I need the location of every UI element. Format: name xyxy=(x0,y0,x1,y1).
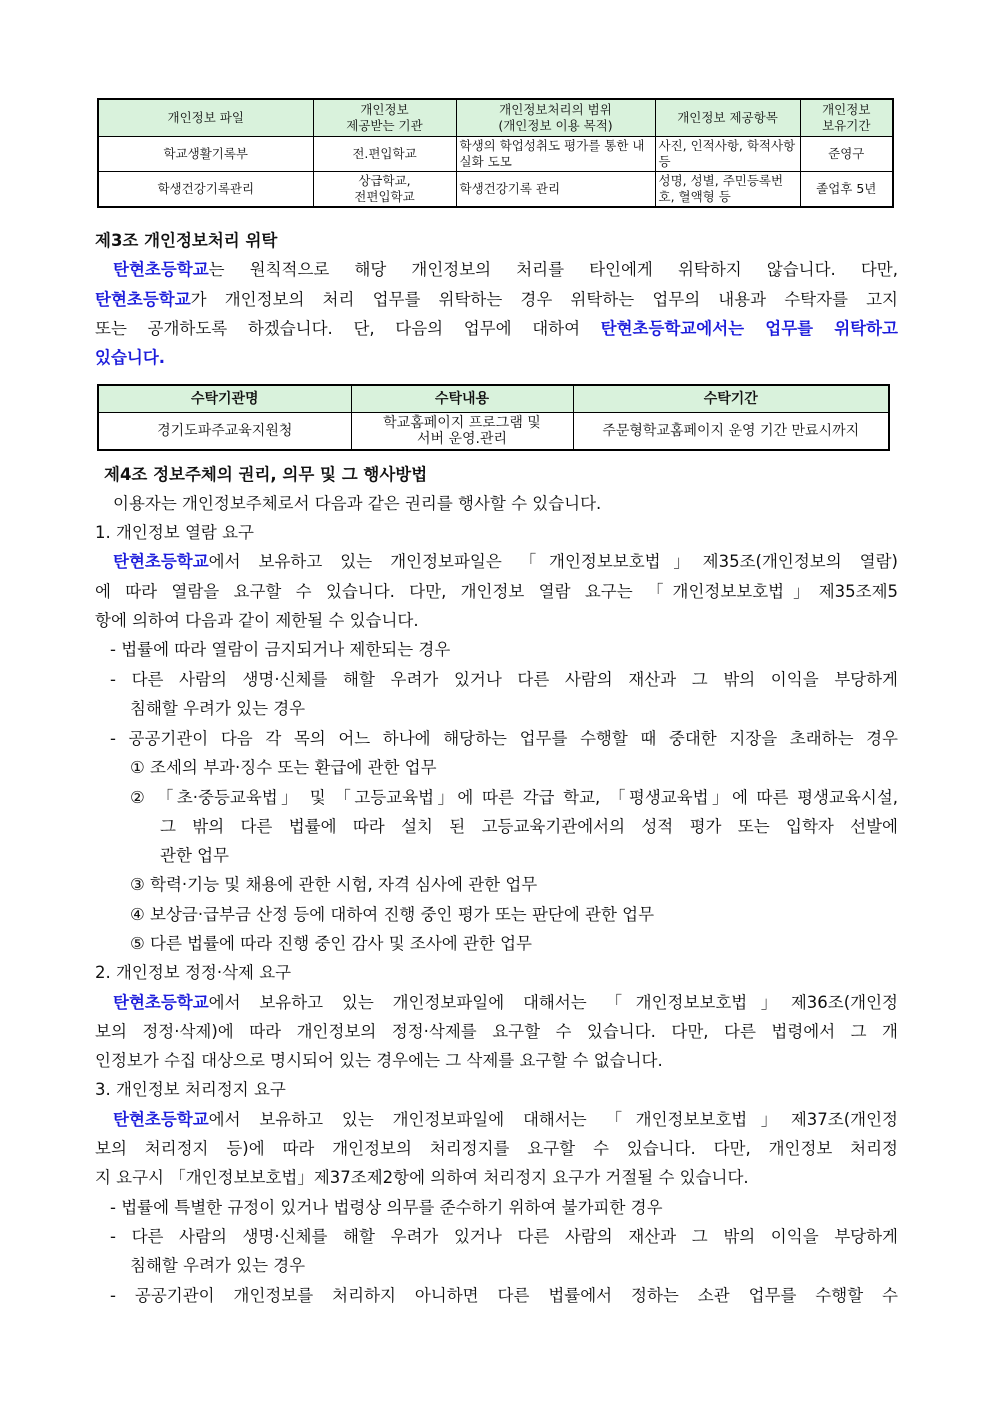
table-row xyxy=(98,413,889,451)
personal-info-file-table xyxy=(97,98,894,208)
section-4-title: 제4조 정보주체의 권리, 의무 및 그 행사방법 xyxy=(104,465,428,484)
paragraph-line xyxy=(95,551,898,573)
list-item-cont: 관한 업무 xyxy=(160,846,230,865)
paragraph-line: 보의 처리정지 등)에 따라 개인정보의 처리정지를 요구할 수 있습니다. 다만, 개인정보 처리정 xyxy=(95,1139,898,1158)
paragraph-line: 에 따라 열람을 요구할 수 있습니다. 다만, 개인정보 열람 요구는 「개인정보보호법」제35조제5 xyxy=(95,582,898,601)
table-cell: 성명, 성별, 주민등록번호, 혈액형 등 xyxy=(655,172,800,208)
table-header-row xyxy=(98,385,889,413)
table-row xyxy=(98,172,893,208)
table-cell: 학교홈페이지 프로그램 및 서버 운영.관리 xyxy=(351,413,573,451)
list-item-cont: 침해할 우려가 있는 경우 xyxy=(130,699,306,718)
school-name: 탄현초등학교 xyxy=(113,1110,209,1129)
paragraph-line: 보의 정정·삭제)에 따라 개인정보의 정정·삭제를 요구할 수 있습니다. 다만, 다른 법령에서 그 개 xyxy=(95,1022,898,1041)
list-item: - 다른 사람의 생명·신체를 해할 우려가 있거나 다른 사람의 재산과 그 밖의 이익을 부당하게 xyxy=(110,1227,898,1246)
paragraph-line: 지 요구시 「개인정보보호법」제37조제2항에 의하여 처리정지 요구가 거절될 수 있습니다. xyxy=(95,1168,749,1187)
subsection-title: 1. 개인정보 열람 요구 xyxy=(95,523,254,542)
text-span: 는 원칙적으로 해당 개인정보의 처리를 타인에게 위탁하지 않습니다. 다만, xyxy=(208,260,898,279)
list-item: - 다른 사람의 생명·신체를 해할 우려가 있거나 다른 사람의 재산과 그 밖의 이익을 부당하게 xyxy=(110,670,898,689)
text-span: 에서 보유하고 있는 개인정보파일은 「개인정보보호법」제35조(개인정보의 열람) xyxy=(208,552,898,571)
paragraph-line: 이용자는 개인정보주체로서 다음과 같은 권리를 행사할 수 있습니다. xyxy=(113,494,602,513)
table-header-cell: 개인정보 제공받는 기관 xyxy=(313,99,456,137)
school-name: 탄현초등학교 xyxy=(113,260,209,279)
table-row xyxy=(98,137,893,172)
school-name: 탄현초등학교 xyxy=(113,552,209,571)
consignment-table xyxy=(97,384,890,451)
table-header-row xyxy=(98,99,893,137)
table-header-cell: 개인정보 보유기간 xyxy=(800,99,893,137)
list-item: ① 조세의 부과·징수 또는 환급에 관한 업무 xyxy=(130,758,437,777)
table-cell: 준영구 xyxy=(800,137,893,172)
list-item-cont: 그 밖의 다른 법률에 따라 설치 된 고등교육기관에서의 성적 평가 또는 입학자 선발에 xyxy=(160,817,898,836)
table-cell: 학교생활기록부 xyxy=(98,137,313,172)
list-item: - 법률에 특별한 규정이 있거나 법령상 의무를 준수하기 위하여 불가피한 경우 xyxy=(110,1198,663,1217)
paragraph-line xyxy=(95,1109,898,1131)
text-span: 에서 보유하고 있는 개인정보파일에 대해서는 「개인정보보호법」제36조(개인정 xyxy=(208,993,898,1012)
subsection-title: 3. 개인정보 처리정지 요구 xyxy=(95,1080,286,1099)
table-cell: 사진, 인적사항, 학적사항 등 xyxy=(655,137,800,172)
table-header-cell: 개인정보 제공항목 xyxy=(655,99,800,137)
table-header-cell: 개인정보 파일 xyxy=(98,99,313,137)
text-span: 가 개인정보의 처리 업무를 위탁하는 경우 위탁하는 업무의 내용과 수탁자를 고지 xyxy=(190,290,898,309)
paragraph-line: 인정보가 수집 대상으로 명시되어 있는 경우에는 그 삭제를 요구할 수 없습니다. xyxy=(95,1051,663,1070)
table-cell: 전.편입학교 xyxy=(313,137,456,172)
school-name: 탄현초등학교 xyxy=(113,993,209,1012)
list-item: ⑤ 다른 법률에 따라 진행 중인 감사 및 조사에 관한 업무 xyxy=(130,934,532,953)
table-header-cell: 수탁내용 xyxy=(351,385,573,413)
paragraph-line: 있습니다. xyxy=(95,348,166,367)
paragraph-line xyxy=(95,289,898,311)
table-cell: 주문형학교홈페이지 운영 기간 만료시까지 xyxy=(573,413,889,451)
list-item: - 공공기관이 개인정보를 처리하지 아니하면 다른 법률에서 정하는 소관 업무를 수행할 수 xyxy=(110,1286,898,1305)
text-span: 에서 보유하고 있는 개인정보파일에 대해서는 「개인정보보호법」제37조(개인정 xyxy=(208,1110,898,1129)
text-span: 또는 공개하도록 하겠습니다. 단, 다음의 업무에 대하여 xyxy=(95,319,601,338)
table-cell: 상급학교, 전편입학교 xyxy=(313,172,456,208)
list-item: - 공공기관이 다음 각 목의 어느 하나에 해당하는 업무를 수행할 때 중대한 지장을 초래하는 경우 xyxy=(110,729,898,748)
list-item: ③ 학력·기능 및 채용에 관한 시험, 자격 심사에 관한 업무 xyxy=(130,875,538,894)
table-header-cell: 수탁기간 xyxy=(573,385,889,413)
paragraph-line: 항에 의하여 다음과 같이 제한될 수 있습니다. xyxy=(95,611,419,630)
paragraph-line xyxy=(95,992,898,1014)
section-3-title: 제3조 개인정보처리 위탁 xyxy=(95,231,278,250)
table-cell: 경기도파주교육지원청 xyxy=(98,413,351,451)
highlight-span: 탄현초등학교에서는 업무를 위탁하고 xyxy=(600,319,898,338)
paragraph-line xyxy=(95,318,898,340)
table-header-cell: 개인정보처리의 범위 (개인정보 이용 목적) xyxy=(456,99,655,137)
list-item: ② 「초·중등교육법」 및 「고등교육법」에 따른 각급 학교, 「평생교육법」에 따른 평생교육시설, xyxy=(130,788,898,807)
table-cell: 졸업후 5년 xyxy=(800,172,893,208)
list-item: ④ 보상금·급부금 산정 등에 대하여 진행 중인 평가 또는 판단에 관한 업무 xyxy=(130,905,655,924)
table-header-cell: 수탁기관명 xyxy=(98,385,351,413)
table-cell: 학생건강기록 관리 xyxy=(456,172,655,208)
subsection-title: 2. 개인정보 정정·삭제 요구 xyxy=(95,963,292,982)
table-cell: 학생의 학업성취도 평가를 통한 내실화 도모 xyxy=(456,137,655,172)
list-item: - 법률에 따라 열람이 금지되거나 제한되는 경우 xyxy=(110,640,451,659)
paragraph-line xyxy=(95,259,898,281)
table-cell: 학생건강기록관리 xyxy=(98,172,313,208)
list-item-cont: 침해할 우려가 있는 경우 xyxy=(130,1256,306,1275)
school-name: 탄현초등학교 xyxy=(95,290,191,309)
